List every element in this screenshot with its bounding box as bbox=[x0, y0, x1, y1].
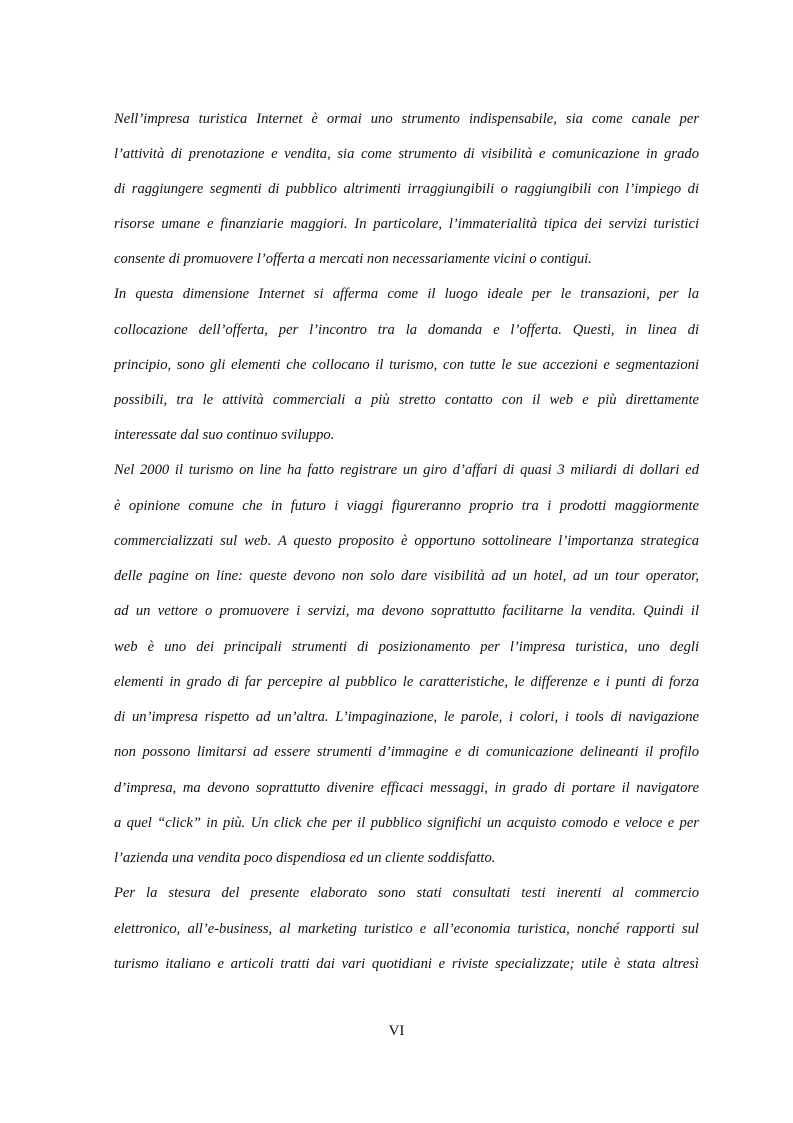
text-line: possibili, tra le attività commerciali a più stretto contatto con il web e più direttamente bbox=[114, 392, 699, 408]
text-line: collocazione dell’offerta, per l’incontro tra la domanda e l’offerta. Questi, in linea di bbox=[114, 322, 699, 338]
text-line: di raggiungere segmenti di pubblico altrimenti irraggiungibili o raggiungibili con l’impiego di bbox=[114, 181, 699, 197]
text-line: turismo italiano e articoli tratti dai vari quotidiani e riviste specializzate; utile è stata altresì bbox=[114, 956, 699, 972]
text-line: a quel “click” in più. Un click che per il pubblico significhi un acquisto comodo e veloce e per bbox=[114, 815, 699, 831]
text-line: principio, sono gli elementi che collocano il turismo, con tutte le sue accezioni e segmentazioni bbox=[114, 357, 699, 373]
text-line: è opinione comune che in futuro i viaggi figureranno proprio tra i prodotti maggiormente bbox=[114, 498, 699, 514]
text-line: di un’impresa rispetto ad un’altra. L’impaginazione, le parole, i colori, i tools di navigazione bbox=[114, 709, 699, 725]
text-line: Nell’impresa turistica Internet è ormai uno strumento indispensabile, sia come canale per bbox=[114, 111, 699, 127]
text-line: elementi in grado di far percepire al pubblico le caratteristiche, le differenze e i punti di forza bbox=[114, 674, 699, 690]
text-line: web è uno dei principali strumenti di posizionamento per l’impresa turistica, uno degli bbox=[114, 639, 699, 655]
text-line: ad un vettore o promuovere i servizi, ma devono soprattutto facilitarne la vendita. Quindi il bbox=[114, 603, 699, 619]
text-line: l’azienda una vendita poco dispendiosa ed un cliente soddisfatto. bbox=[114, 850, 496, 866]
text-line: d’impresa, ma devono soprattutto divenire efficaci messaggi, in grado di portare il navigatore bbox=[114, 780, 699, 796]
text-line: consente di promuovere l’offerta a mercati non necessariamente vicini o contigui. bbox=[114, 251, 592, 267]
page-number: VI bbox=[388, 1023, 405, 1039]
text-line: commercializzati sul web. A questo proposito è opportuno sottolineare l’importanza strategica bbox=[114, 533, 699, 549]
text-line: risorse umane e finanziarie maggiori. In particolare, l’immaterialità tipica dei servizi turistici bbox=[114, 216, 699, 232]
text-line: delle pagine on line: queste devono non solo dare visibilità ad un hotel, ad un tour operator, bbox=[114, 568, 699, 584]
text-line: interessate dal suo continuo sviluppo. bbox=[114, 427, 335, 443]
text-line: In questa dimensione Internet si afferma come il luogo ideale per le transazioni, per la bbox=[114, 286, 699, 302]
text-line: elettronico, all’e-business, al marketing turistico e all’economia turistica, nonché rapporti sul bbox=[114, 921, 699, 937]
text-line: Nel 2000 il turismo on line ha fatto registrare un giro d’affari di quasi 3 miliardi di dollari ed bbox=[114, 462, 699, 478]
text-line: Per la stesura del presente elaborato sono stati consultati testi inerenti al commercio bbox=[114, 885, 699, 901]
text-line: non possono limitarsi ad essere strumenti d’immagine e di comunicazione delineanti il profilo bbox=[114, 744, 699, 760]
text-line: l’attività di prenotazione e vendita, sia come strumento di visibilità e comunicazione in grado bbox=[114, 146, 699, 162]
